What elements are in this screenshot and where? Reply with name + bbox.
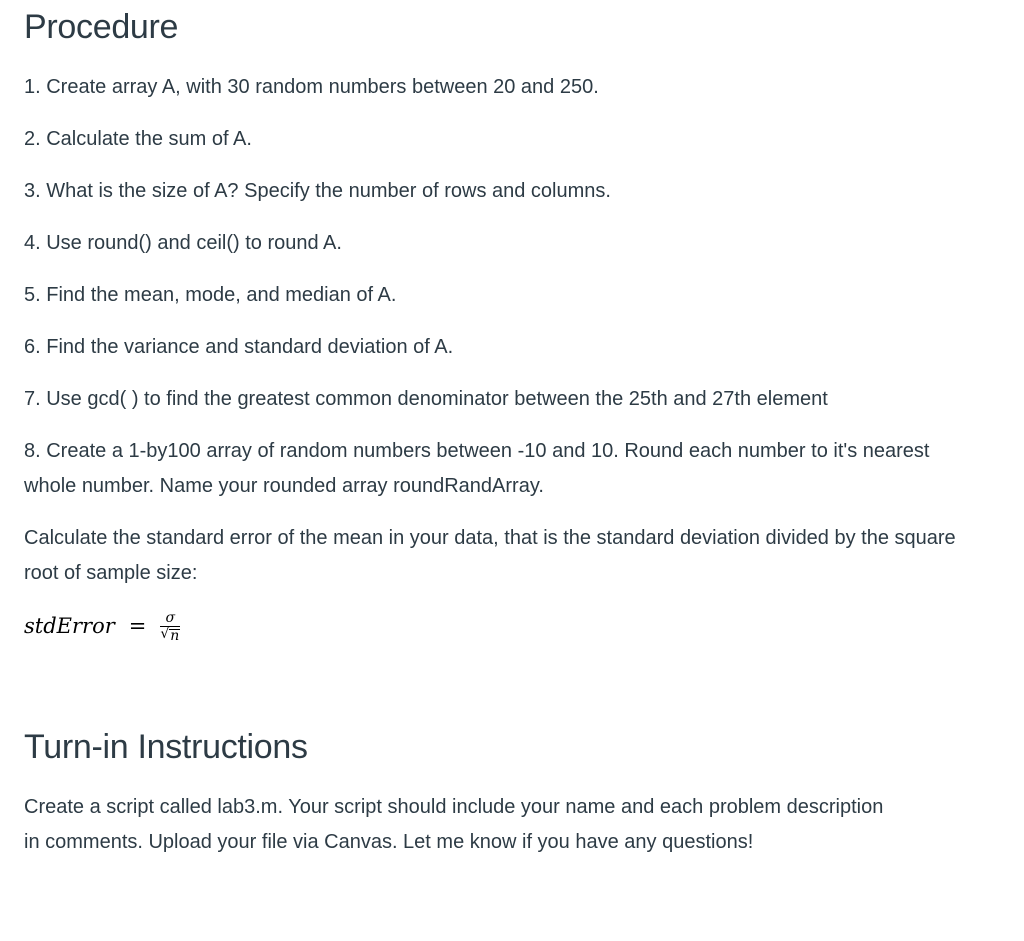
square-root-sign: √ <box>160 626 170 642</box>
procedure-step-7: 7. Use gcd( ) to find the greatest common denominator between the 25th and 27th element <box>24 388 828 410</box>
procedure-step-2: 2. Calculate the sum of A. <box>24 128 252 150</box>
std-error-formula <box>24 606 180 646</box>
procedure-step-8: 8. Create a 1-by100 array of random numbers between -10 and 10. Round each number to it's nearest whole number. Name your rounded array roundRandArray. <box>24 440 930 497</box>
formula-denominator-n: n <box>170 628 180 644</box>
formula-denominator <box>160 627 180 643</box>
procedure-step-6: 6. Find the variance and standard deviation of A. <box>24 336 454 358</box>
formula-fraction <box>160 611 180 643</box>
turn-in-text: Create a script called lab3.m. Your script should include your name and each problem description in comments. Upload your file via Canvas. Let me know if you have any questions! <box>24 796 884 853</box>
procedure-heading: Procedure <box>24 8 179 46</box>
turn-in-heading: Turn-in Instructions <box>24 728 308 766</box>
std-error-description: Calculate the standard error of the mean in your data, that is the standard deviation divided by the square root of sample size: <box>24 527 956 584</box>
procedure-step-5: 5. Find the mean, mode, and median of A. <box>24 284 397 306</box>
formula-numerator: σ <box>165 610 176 626</box>
procedure-step-4: 4. Use round() and ceil() to round A. <box>24 232 342 254</box>
formula-equals: = <box>128 614 147 638</box>
formula-lhs: stdError <box>24 614 115 638</box>
procedure-step-1: 1. Create array A, with 30 random numbers between 20 and 250. <box>24 76 599 98</box>
procedure-step-3: 3. What is the size of A? Specify the number of rows and columns. <box>24 180 611 202</box>
